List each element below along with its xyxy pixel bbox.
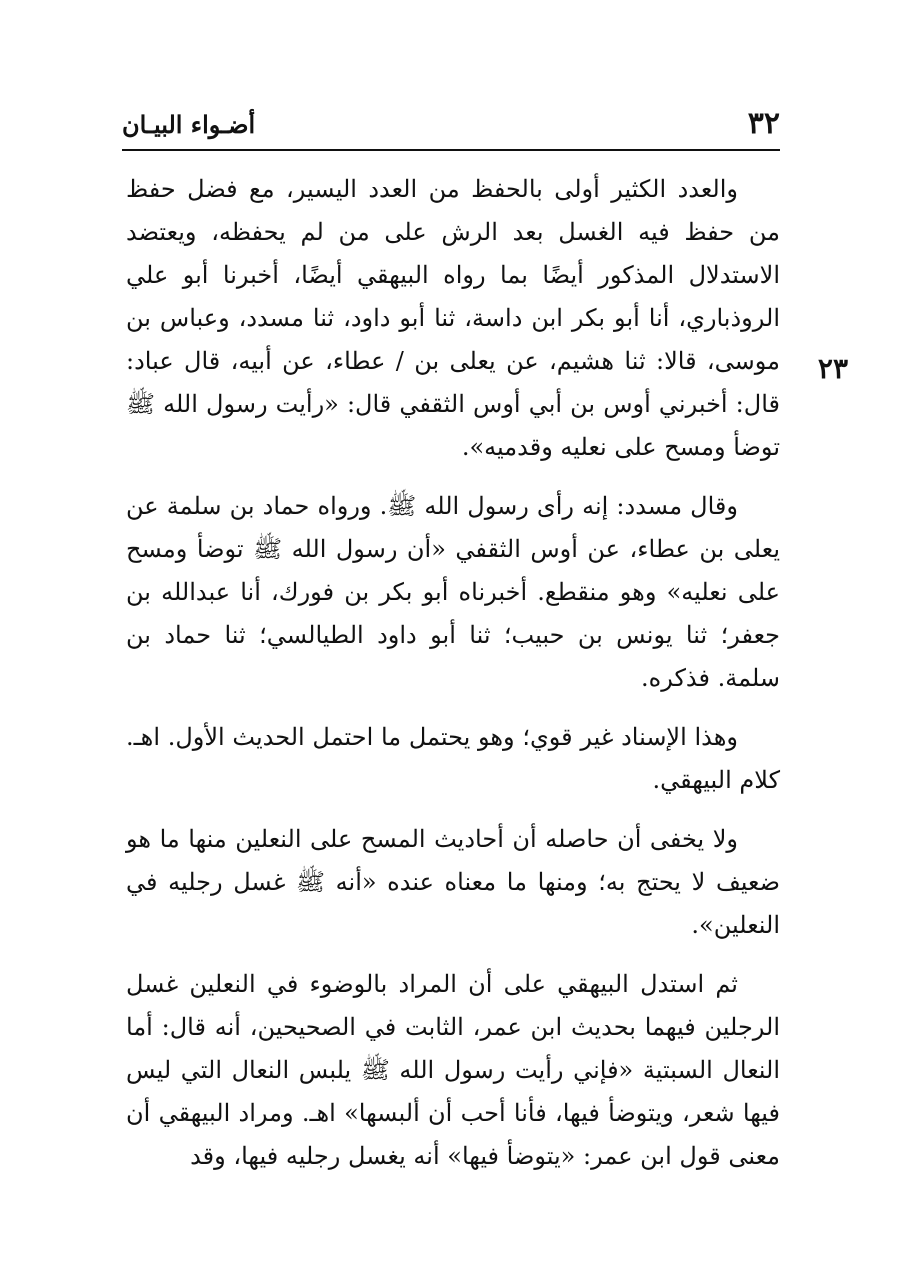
header-rule [122, 149, 780, 151]
paragraph-3: وهذا الإسناد غير قوي؛ وهو يحتمل ما احتمل الحديث الأول. اهـ. كلام البيهقي. [126, 723, 780, 794]
paragraph-2: وقال مسدد: إنه رأى رسول الله ﷺ. ورواه حماد بن سلمة عن يعلى بن عطاء، عن أوس الثقفي «أن رسول الله ﷺ توضأ ومسح على نعليه» وهو منقطع. أخبرناه أبو بكر بن فورك، أنا عبدالله بن جعفر؛ ثنا يونس بن حبيب؛ ثنا أبو داود الطيالسي؛ ثنا حماد بن سلمة. فذكره. [126, 492, 781, 692]
page-number: ٣٢ [747, 106, 780, 141]
paragraph-4: ولا يخفى أن حاصله أن أحاديث المسح على النعلين منها ما هو ضعيف لا يحتج به؛ ومنها ما معناه عنده «أنه ﷺ غسل رجليه في النعلين». [126, 825, 780, 939]
margin-page-marker: ٢٣ [817, 352, 848, 385]
paragraph-5: ثم استدل البيهقي على أن المراد بالوضوء في النعلين غسل الرجلين فيهما بحديث ابن عمر، الثابت في الصحيحين، أنه قال: أما النعال السبتية «فإني رأيت رسول الله ﷺ يلبس النعال التي ليس فيها شعر، ويتوضأ فيها، فأنا أحب أن ألبسها» اهـ. ومراد البيهقي أن معنى قول ابن عمر: «يتوضأ فيها» أنه يغسل رجليه فيها، وقد [126, 970, 780, 1170]
page-body [126, 168, 780, 1194]
paragraph-1: والعدد الكثير أولى بالحفظ من العدد اليسير، مع فضل حفظ من حفظ فيه الغسل بعد الرش على من لم يحفظه، ويعتضد الاستدلال المذكور أيضًا بما رواه البيهقي أيضًا، أخبرنا أبو علي الروذباري، أنا أبو بكر ابن داسة، ثنا أبو داود، ثنا مسدد، وعباس بن موسى، قالا: ثنا هشيم، عن يعلى بن / عطاء، عن أبيه، قال عباد: قال: أخبرني أوس بن أبي أوس الثقفي قال: «رأيت رسول الله ﷺ توضأ ومسح على نعليه وقدميه». [126, 175, 780, 461]
page-header [122, 104, 780, 148]
book-title: أضـواء البيـان [122, 110, 256, 139]
